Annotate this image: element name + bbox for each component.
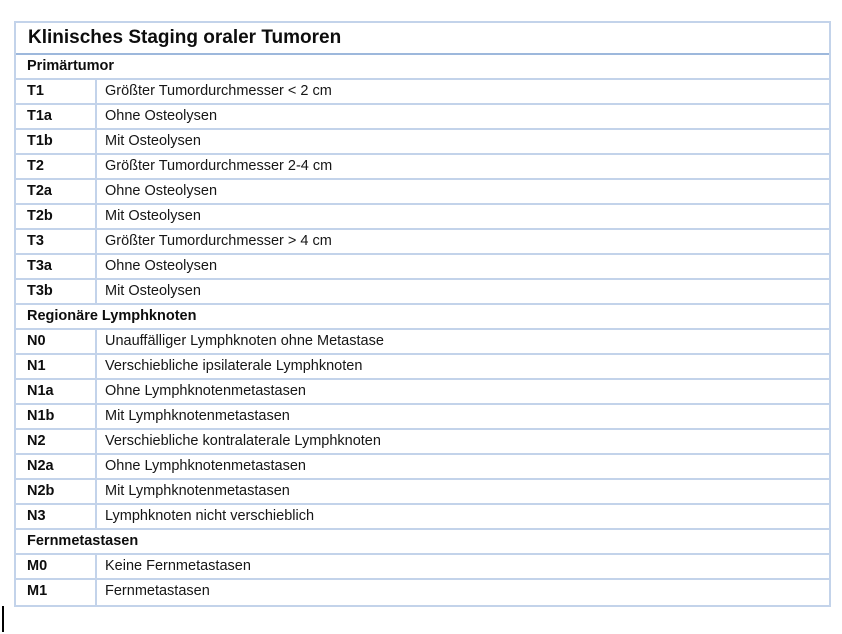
code-label: N2a [27, 458, 54, 474]
description-label: Ohne Osteolysen [105, 258, 218, 274]
description-label: Mit Lymphknotenmetastasen [105, 483, 290, 499]
code-label: M1 [27, 583, 48, 599]
code-label: T2 [27, 158, 44, 174]
table-row [16, 355, 829, 380]
description-cell[interactable] [97, 555, 829, 578]
code-cell[interactable] [16, 355, 97, 378]
description-cell[interactable] [97, 580, 829, 605]
table-row [16, 505, 829, 530]
description-label: Mit Lymphknotenmetastasen [105, 408, 290, 424]
section-header-label: Fernmetastasen [27, 533, 139, 549]
code-label: N2b [27, 483, 55, 499]
code-cell[interactable] [16, 380, 97, 403]
description-label: Verschiebliche kontralaterale Lymphknoten [105, 433, 381, 449]
code-cell[interactable] [16, 280, 97, 303]
description-cell[interactable] [97, 355, 829, 378]
description-cell[interactable] [97, 280, 829, 303]
description-label: Ohne Osteolysen [105, 108, 218, 124]
table-row [16, 330, 829, 355]
description-cell[interactable] [97, 430, 829, 453]
code-cell[interactable] [16, 130, 97, 153]
code-cell[interactable] [16, 405, 97, 428]
description-label: Größter Tumordurchmesser 2-4 cm [105, 158, 333, 174]
code-cell[interactable] [16, 455, 97, 478]
table-row [16, 155, 829, 180]
code-label: T3 [27, 233, 44, 249]
table-row [16, 430, 829, 455]
description-label: Mit Osteolysen [105, 283, 201, 299]
table-title-cell[interactable] [16, 23, 829, 55]
code-label: N1a [27, 383, 54, 399]
code-label: T3b [27, 283, 53, 299]
description-label: Verschiebliche ipsilaterale Lymphknoten [105, 358, 363, 374]
code-label: N0 [27, 333, 46, 349]
section-header-label: Regionäre Lymphknoten [27, 308, 197, 324]
description-cell[interactable] [97, 130, 829, 153]
description-label: Größter Tumordurchmesser < 2 cm [105, 83, 332, 99]
table-row [16, 380, 829, 405]
description-cell[interactable] [97, 205, 829, 228]
table-row [16, 105, 829, 130]
table-title: Klinisches Staging oraler Tumoren [28, 27, 342, 48]
description-cell[interactable] [97, 455, 829, 478]
code-cell[interactable] [16, 505, 97, 528]
description-cell[interactable] [97, 405, 829, 428]
description-cell[interactable] [97, 480, 829, 503]
description-label: Unauffälliger Lymphknoten ohne Metastase [105, 333, 384, 349]
description-cell[interactable] [97, 380, 829, 403]
code-label: N3 [27, 508, 46, 524]
description-label: Größter Tumordurchmesser > 4 cm [105, 233, 332, 249]
code-label: M0 [27, 558, 48, 574]
description-cell[interactable] [97, 330, 829, 353]
description-label: Fernmetastasen [105, 583, 210, 599]
code-cell[interactable] [16, 205, 97, 228]
table-row [16, 580, 829, 605]
code-cell[interactable] [16, 230, 97, 253]
code-cell[interactable] [16, 555, 97, 578]
table-row [16, 555, 829, 580]
description-label: Ohne Osteolysen [105, 183, 218, 199]
table-row [16, 280, 829, 305]
code-cell[interactable] [16, 80, 97, 103]
description-label: Ohne Lymphknotenmetastasen [105, 383, 306, 399]
code-cell[interactable] [16, 580, 97, 605]
code-label: N1 [27, 358, 46, 374]
description-label: Lymphknoten nicht verschieblich [105, 508, 315, 524]
table-row [16, 130, 829, 155]
code-label: N2 [27, 433, 46, 449]
code-label: T1a [27, 108, 52, 124]
code-cell[interactable] [16, 255, 97, 278]
table-row [16, 205, 829, 230]
description-cell[interactable] [97, 105, 829, 128]
section-header-row[interactable] [16, 530, 829, 555]
table-row [16, 480, 829, 505]
code-label: N1b [27, 408, 55, 424]
section-header-row[interactable] [16, 55, 829, 80]
description-cell[interactable] [97, 80, 829, 103]
description-label: Ohne Lymphknotenmetastasen [105, 458, 306, 474]
description-label: Mit Osteolysen [105, 208, 201, 224]
description-cell[interactable] [97, 230, 829, 253]
table-row [16, 255, 829, 280]
text-caret [2, 606, 4, 632]
description-label: Mit Osteolysen [105, 133, 201, 149]
code-label: T1 [27, 83, 44, 99]
description-cell[interactable] [97, 255, 829, 278]
code-cell[interactable] [16, 480, 97, 503]
code-label: T2a [27, 183, 52, 199]
description-cell[interactable] [97, 180, 829, 203]
code-cell[interactable] [16, 330, 97, 353]
table-row [16, 80, 829, 105]
table-row [16, 405, 829, 430]
code-cell[interactable] [16, 430, 97, 453]
description-cell[interactable] [97, 155, 829, 178]
description-cell[interactable] [97, 505, 829, 528]
table-row [16, 455, 829, 480]
code-label: T3a [27, 258, 52, 274]
description-label: Keine Fernmetastasen [105, 558, 251, 574]
section-header-label: Primärtumor [27, 58, 115, 74]
table-row [16, 230, 829, 255]
table-rows [16, 55, 829, 605]
code-label: T2b [27, 208, 53, 224]
section-header-row[interactable] [16, 305, 829, 330]
code-cell[interactable] [16, 180, 97, 203]
code-label: T1b [27, 133, 53, 149]
table-row [16, 180, 829, 205]
staging-table [14, 21, 831, 607]
code-cell[interactable] [16, 105, 97, 128]
code-cell[interactable] [16, 155, 97, 178]
